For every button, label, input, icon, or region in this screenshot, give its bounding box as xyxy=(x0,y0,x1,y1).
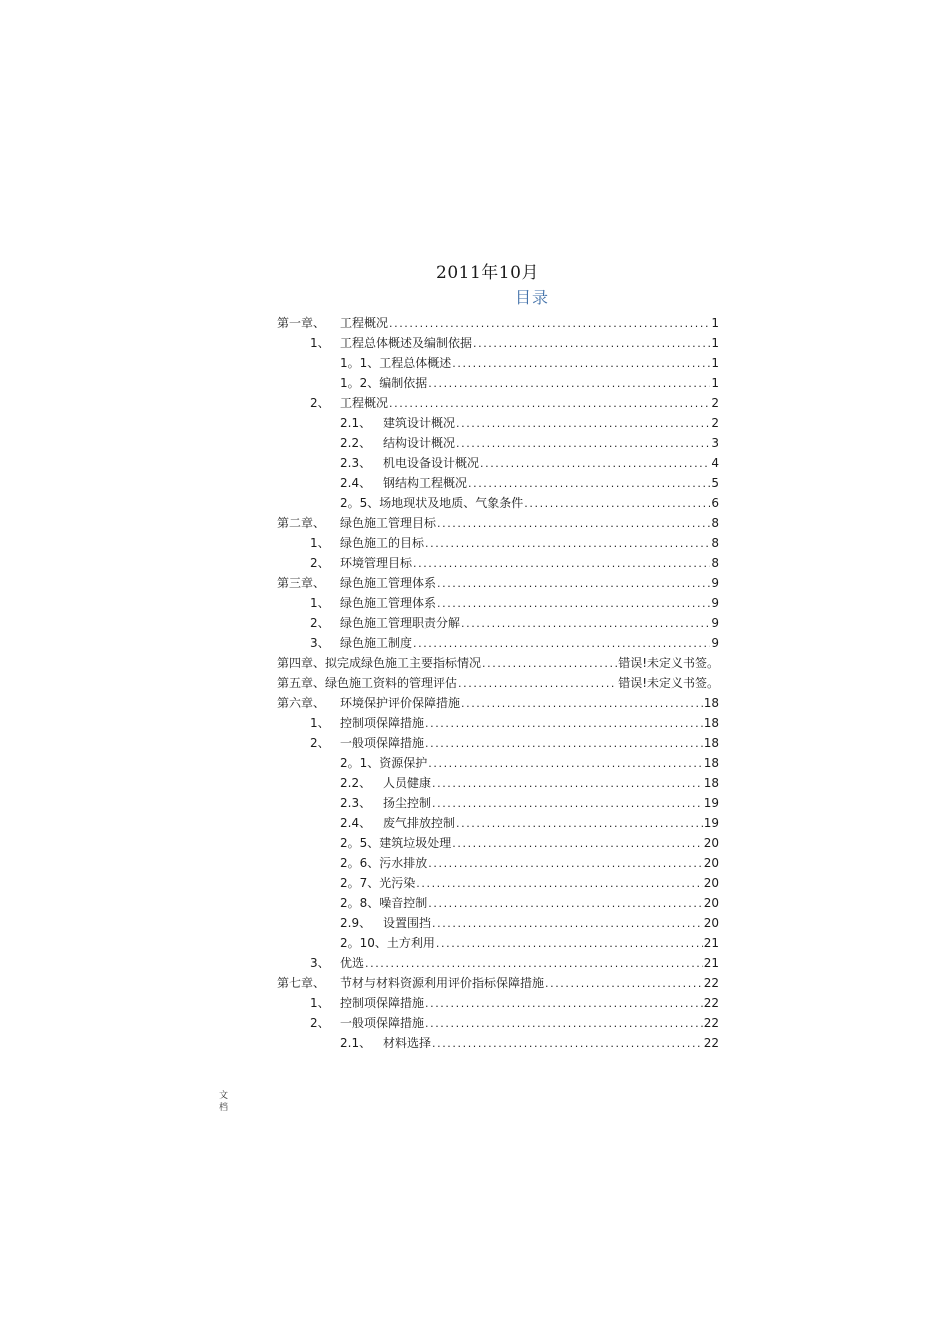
toc-entry-number: 2、 xyxy=(310,736,330,750)
footer-label: 文档 xyxy=(219,1091,229,1113)
toc-entry-title: 绿色施工管理体系 xyxy=(340,576,437,590)
toc-dot-leader xyxy=(389,394,710,414)
toc-entry[interactable] xyxy=(277,673,719,693)
toc-entry-title: 建筑设计概况 xyxy=(383,416,456,430)
toc-dot-leader xyxy=(425,734,703,754)
toc-dot-leader xyxy=(432,914,703,934)
toc-entry-title: 控制项保障措施 xyxy=(340,716,425,730)
toc-entry[interactable] xyxy=(277,733,719,753)
toc-entry-page: 2 xyxy=(711,416,719,430)
toc-entry-number: 2。1、 xyxy=(340,756,380,770)
toc-entry-number: 2.3、 xyxy=(340,796,372,810)
toc-dot-leader xyxy=(389,314,710,334)
toc-entry-title: 环境管理目标 xyxy=(340,556,413,570)
toc-entry-page: 9 xyxy=(711,596,719,610)
toc-entry-number: 2。5、 xyxy=(340,836,380,850)
toc-dot-leader xyxy=(428,374,710,394)
toc-entry-page: 1 xyxy=(711,336,719,350)
toc-entry-number: 3、 xyxy=(310,956,330,970)
toc-dot-leader xyxy=(437,574,710,594)
toc-dot-leader xyxy=(482,654,617,674)
toc-entry-number: 2。5、 xyxy=(340,496,380,510)
toc-dot-leader xyxy=(416,874,702,894)
toc-entry-title: 绿色施工管理体系 xyxy=(340,596,437,610)
toc-entry[interactable] xyxy=(277,973,719,993)
toc-dot-leader xyxy=(432,774,703,794)
toc-entry-number: 2.9、 xyxy=(340,916,372,930)
toc-entry-number: 2。8、 xyxy=(340,896,380,910)
toc-entry-number: 第七章、 xyxy=(277,976,326,990)
toc-entry-number: 2、 xyxy=(310,396,330,410)
toc-entry[interactable] xyxy=(277,553,719,573)
toc-entry-number: 1。1、 xyxy=(340,356,380,370)
toc-entry-page: 18 xyxy=(703,716,719,730)
toc-entry-page: 9 xyxy=(711,616,719,630)
table-of-contents xyxy=(277,313,719,1053)
toc-entry-title: 钢结构工程概况 xyxy=(383,476,468,490)
toc-entry-page: 20 xyxy=(703,856,719,870)
toc-entry-page: 3 xyxy=(711,436,719,450)
toc-entry[interactable] xyxy=(277,393,719,413)
toc-dot-leader xyxy=(452,354,710,374)
toc-dot-leader xyxy=(436,934,703,954)
toc-dot-leader xyxy=(480,454,710,474)
toc-entry-title: 扬尘控制 xyxy=(383,796,432,810)
toc-entry[interactable] xyxy=(277,653,719,673)
toc-entry[interactable] xyxy=(277,593,719,613)
toc-entry[interactable] xyxy=(277,713,719,733)
toc-entry-page: 6 xyxy=(711,496,719,510)
toc-entry-number: 第五章、 xyxy=(277,676,326,690)
toc-entry[interactable] xyxy=(277,633,719,653)
toc-entry-page: 22 xyxy=(703,976,719,990)
toc-entry-page: 21 xyxy=(703,936,719,950)
toc-entry-page: 4 xyxy=(711,456,719,470)
toc-dot-leader xyxy=(432,794,703,814)
toc-entry-page: 19 xyxy=(703,816,719,830)
toc-dot-leader xyxy=(425,994,703,1014)
toc-entry-number: 2.1、 xyxy=(340,416,372,430)
toc-entry-number: 1、 xyxy=(310,536,330,550)
toc-entry-number: 第三章、 xyxy=(277,576,326,590)
toc-entry-number: 2。7、 xyxy=(340,876,380,890)
toc-entry-page: 1 xyxy=(711,356,719,370)
toc-entry[interactable] xyxy=(277,333,719,353)
toc-entry-number: 1、 xyxy=(310,716,330,730)
toc-dot-leader xyxy=(428,854,702,874)
toc-entry-page: 20 xyxy=(703,916,719,930)
toc-dot-leader xyxy=(425,534,710,554)
toc-entry-page: 1 xyxy=(711,316,719,330)
toc-entry-title: 编制依据 xyxy=(379,376,428,390)
toc-entry-page: 错误!未定义书签。 xyxy=(618,676,719,690)
toc-entry[interactable] xyxy=(277,493,719,513)
toc-entry[interactable] xyxy=(277,993,719,1013)
toc-entry-page: 18 xyxy=(703,736,719,750)
toc-dot-leader xyxy=(437,594,710,614)
toc-dot-leader xyxy=(428,894,702,914)
toc-entry[interactable] xyxy=(277,773,719,793)
toc-entry-number: 第二章、 xyxy=(277,516,326,530)
toc-entry-page: 9 xyxy=(711,636,719,650)
toc-entry-number: 2.4、 xyxy=(340,816,372,830)
toc-entry[interactable] xyxy=(277,513,719,533)
toc-entry-page: 19 xyxy=(703,796,719,810)
toc-entry-title: 绿色施工资料的管理评估 xyxy=(325,676,458,690)
toc-entry[interactable] xyxy=(277,833,719,853)
toc-dot-leader xyxy=(428,754,702,774)
toc-entry[interactable] xyxy=(277,413,719,433)
toc-entry-title: 结构设计概况 xyxy=(383,436,456,450)
toc-entry-page: 20 xyxy=(703,896,719,910)
toc-entry-number: 2.2、 xyxy=(340,776,372,790)
toc-entry-number: 第四章、 xyxy=(277,656,326,670)
toc-entry[interactable] xyxy=(277,573,719,593)
toc-entry-title: 绿色施工管理目标 xyxy=(340,516,437,530)
toc-entry-number: 1。2、 xyxy=(340,376,380,390)
toc-entry-title: 一般项保障措施 xyxy=(340,1016,425,1030)
toc-entry[interactable] xyxy=(277,1033,719,1053)
toc-entry[interactable] xyxy=(277,1013,719,1033)
toc-entry-number: 2.3、 xyxy=(340,456,372,470)
toc-entry-number: 2.4、 xyxy=(340,476,372,490)
toc-entry-title: 资源保护 xyxy=(379,756,428,770)
toc-entry-page: 18 xyxy=(703,696,719,710)
toc-entry[interactable] xyxy=(277,373,719,393)
toc-entry-number: 1、 xyxy=(310,336,330,350)
toc-dot-leader xyxy=(432,1034,703,1054)
toc-entry-page: 1 xyxy=(711,376,719,390)
toc-entry-title: 绿色施工管理职责分解 xyxy=(340,616,461,630)
toc-entry-title: 设置围挡 xyxy=(383,916,432,930)
toc-entry[interactable] xyxy=(277,453,719,473)
toc-entry-title: 绿色施工制度 xyxy=(340,636,413,650)
toc-entry-number: 2.1、 xyxy=(340,1036,372,1050)
toc-entry[interactable] xyxy=(277,913,719,933)
toc-dot-leader xyxy=(425,1014,703,1034)
toc-dot-leader xyxy=(461,614,710,634)
toc-entry[interactable] xyxy=(277,613,719,633)
toc-entry-number: 2。10、 xyxy=(340,936,387,950)
toc-entry-page: 8 xyxy=(711,516,719,530)
toc-entry[interactable] xyxy=(277,933,719,953)
toc-entry-title: 工程概况 xyxy=(340,316,389,330)
toc-entry-number: 2。6、 xyxy=(340,856,380,870)
toc-entry-page: 18 xyxy=(703,756,719,770)
toc-dot-leader xyxy=(425,714,703,734)
toc-dot-leader xyxy=(456,814,703,834)
toc-entry-title: 光污染 xyxy=(379,876,416,890)
toc-entry-number: 3、 xyxy=(310,636,330,650)
toc-entry-number: 第一章、 xyxy=(277,316,326,330)
toc-dot-leader xyxy=(545,974,703,994)
toc-entry-page: 22 xyxy=(703,1036,719,1050)
toc-title: 目录 xyxy=(514,288,549,307)
toc-entry-title: 建筑垃圾处理 xyxy=(379,836,452,850)
toc-entry-title: 优选 xyxy=(340,956,365,970)
toc-dot-leader xyxy=(458,674,617,694)
toc-entry-title: 机电设备设计概况 xyxy=(383,456,480,470)
toc-dot-leader xyxy=(456,414,710,434)
toc-entry-number: 2、 xyxy=(310,616,330,630)
toc-entry-page: 8 xyxy=(711,536,719,550)
toc-entry-title: 工程总体概述 xyxy=(379,356,452,370)
document-date: 2011年10月 xyxy=(436,263,539,283)
toc-entry-page: 22 xyxy=(703,996,719,1010)
toc-entry-page: 22 xyxy=(703,1016,719,1030)
toc-entry[interactable] xyxy=(277,853,719,873)
toc-entry[interactable] xyxy=(277,433,719,453)
toc-dot-leader xyxy=(456,434,710,454)
toc-entry[interactable] xyxy=(277,533,719,553)
toc-dot-leader xyxy=(365,954,703,974)
toc-entry-title: 绿色施工的目标 xyxy=(340,536,425,550)
toc-entry[interactable] xyxy=(277,813,719,833)
toc-entry-title: 人员健康 xyxy=(383,776,432,790)
toc-entry[interactable] xyxy=(277,953,719,973)
toc-dot-leader xyxy=(461,694,703,714)
toc-dot-leader xyxy=(437,514,710,534)
toc-dot-leader xyxy=(524,494,710,514)
toc-entry-page: 错误!未定义书签。 xyxy=(618,656,719,670)
toc-entry-title: 拟完成绿色施工主要指标情况 xyxy=(325,656,482,670)
toc-entry-number: 1、 xyxy=(310,596,330,610)
toc-dot-leader xyxy=(413,634,710,654)
toc-entry[interactable] xyxy=(277,473,719,493)
toc-entry-page: 20 xyxy=(703,876,719,890)
toc-entry[interactable] xyxy=(277,753,719,773)
toc-entry-number: 2、 xyxy=(310,556,330,570)
toc-dot-leader xyxy=(452,834,702,854)
toc-entry-title: 场地现状及地质、气象条件 xyxy=(379,496,524,510)
toc-entry-number: 2.2、 xyxy=(340,436,372,450)
toc-dot-leader xyxy=(468,474,710,494)
toc-entry-number: 1、 xyxy=(310,996,330,1010)
toc-entry-page: 21 xyxy=(703,956,719,970)
toc-entry[interactable] xyxy=(277,793,719,813)
toc-entry-title: 环境保护评价保障措施 xyxy=(340,696,461,710)
toc-entry-page: 9 xyxy=(711,576,719,590)
toc-entry-page: 2 xyxy=(711,396,719,410)
toc-entry[interactable] xyxy=(277,893,719,913)
toc-dot-leader xyxy=(413,554,710,574)
toc-dot-leader xyxy=(473,334,710,354)
toc-entry-page: 5 xyxy=(711,476,719,490)
toc-entry[interactable] xyxy=(277,873,719,893)
toc-entry-number: 第六章、 xyxy=(277,696,326,710)
toc-entry-page: 8 xyxy=(711,556,719,570)
toc-entry[interactable] xyxy=(277,353,719,373)
toc-entry-title: 废气排放控制 xyxy=(383,816,456,830)
toc-entry-title: 材料选择 xyxy=(383,1036,432,1050)
toc-entry-title: 工程总体概述及编制依据 xyxy=(340,336,473,350)
toc-entry[interactable] xyxy=(277,693,719,713)
toc-entry-title: 噪音控制 xyxy=(379,896,428,910)
toc-entry-page: 18 xyxy=(703,776,719,790)
toc-entry-title: 一般项保障措施 xyxy=(340,736,425,750)
toc-entry-title: 工程概况 xyxy=(340,396,389,410)
toc-entry[interactable] xyxy=(277,313,719,333)
toc-entry-title: 污水排放 xyxy=(379,856,428,870)
toc-entry-number: 2、 xyxy=(310,1016,330,1030)
toc-entry-title: 土方利用 xyxy=(386,936,435,950)
toc-entry-title: 节材与材料资源利用评价指标保障措施 xyxy=(340,976,545,990)
toc-entry-title: 控制项保障措施 xyxy=(340,996,425,1010)
toc-entry-page: 20 xyxy=(703,836,719,850)
